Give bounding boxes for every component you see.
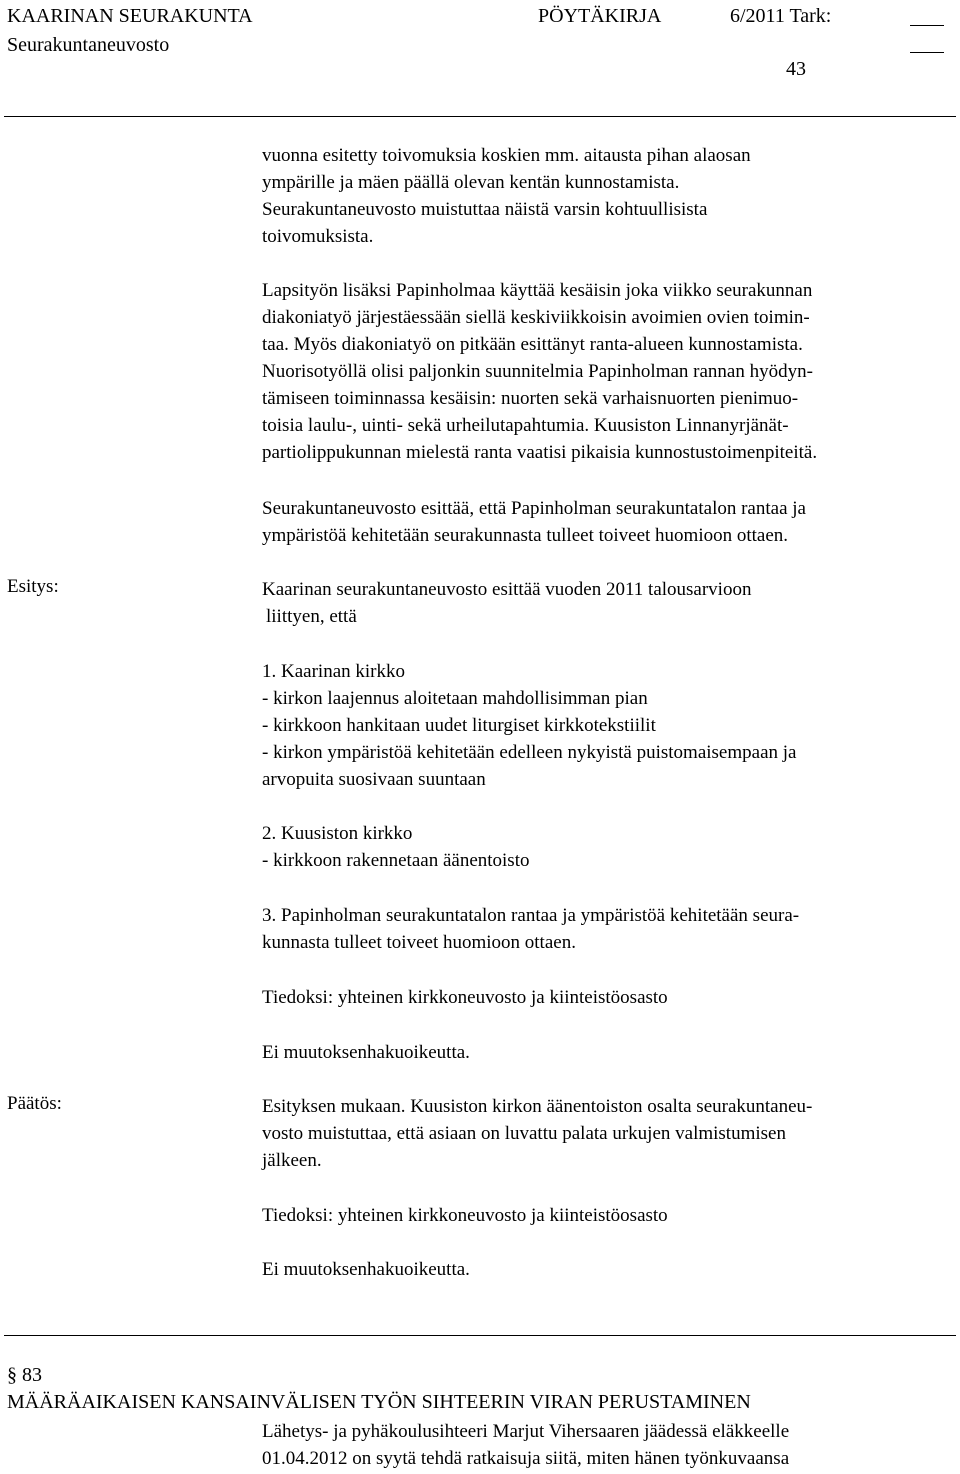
text-line: Nuorisotyöllä olisi paljonkin suunnitelmia Papinholman rannan hyödyn- — [262, 361, 813, 382]
text-line: Ei muutoksenhakuoikeutta. — [262, 1259, 470, 1280]
header-issue: 6/2011 Tark: — [730, 5, 832, 27]
text-line: kunnasta tulleet toiveet huomioon ottaen. — [262, 932, 576, 953]
text-line: Seurakuntaneuvosto muistuttaa näistä varsin kohtuullisista — [262, 199, 708, 220]
text-line: diakoniatyö järjestäessään siellä keskiviikkoisin avoimien ovien toimin- — [262, 307, 810, 328]
paragraph-3 — [262, 495, 952, 549]
esitys-ei-muutos — [262, 1039, 952, 1066]
header-org: KAARINAN SEURAKUNTA — [7, 5, 253, 27]
text-line: - kirkkoon hankitaan uudet liturgiset kirkkotekstiilit — [262, 715, 656, 736]
text-line: 3. Papinholman seurakuntatalon rantaa ja ympäristöä kehitetään seura- — [262, 905, 800, 926]
header-blank-1 — [910, 7, 944, 32]
paragraph-1 — [262, 142, 952, 250]
esitys-intro — [262, 576, 952, 630]
header-doc-type: PÖYTÄKIRJA — [538, 5, 662, 27]
header-divider — [4, 116, 956, 117]
text-line: Lapsityön lisäksi Papinholmaa käyttää kesäisin joka viikko seurakunnan — [262, 280, 813, 301]
text-line: jälkeen. — [262, 1150, 322, 1171]
text-line: Lähetys- ja pyhäkoulusihteeri Marjut Vihersaaren jäädessä eläkkeelle — [262, 1421, 790, 1442]
text-line: Tiedoksi: yhteinen kirkkoneuvosto ja kiinteistöosasto — [262, 987, 668, 1008]
text-line: partiolippukunnan mielestä ranta vaatisi pikaisia kunnostustoimenpiteitä. — [262, 442, 818, 463]
text-line: toivomuksista. — [262, 226, 374, 247]
paatos-tiedoksi — [262, 1202, 952, 1229]
text-line: Kaarinan seurakuntaneuvosto esittää vuoden 2011 talousarvioon — [262, 579, 752, 600]
page-number: 43 — [786, 58, 806, 80]
text-line: Seurakuntaneuvosto esittää, että Papinholman seurakuntatalon rantaa ja — [262, 498, 806, 519]
text-line: ympärille ja mäen päällä olevan kentän kunnostamista. — [262, 172, 680, 193]
text-line: ympäristöä kehitetään seurakunnasta tulleet toiveet huomioon ottaen. — [262, 525, 789, 546]
text-line: - kirkkoon rakennetaan äänentoisto — [262, 850, 530, 871]
text-line: vuonna esitetty toivomuksia koskien mm. aitausta pihan alaosan — [262, 145, 751, 166]
text-line: - kirkon laajennus aloitetaan mahdollisimman pian — [262, 688, 648, 709]
header-body-name: Seurakuntaneuvosto — [7, 34, 170, 56]
text-line: vosto muistuttaa, että asiaan on luvattu palata urkujen valmistumisen — [262, 1123, 786, 1144]
text-line: taa. Myös diakoniatyö on pitkään esittänyt ranta-alueen kunnostamista. — [262, 334, 803, 355]
text-line: 01.04.2012 on syytä tehdä ratkaisuja siitä, miten hänen työnkuvaansa — [262, 1448, 790, 1469]
text-line: 2. Kuusiston kirkko — [262, 823, 413, 844]
paatos-ei-muutos — [262, 1256, 952, 1283]
esitys-label: Esitys: — [7, 576, 59, 597]
text-line: Esityksen mukaan. Kuusiston kirkon äänentoiston osalta seurakuntaneu- — [262, 1096, 813, 1117]
text-line: tämiseen toiminnassa kesäisin: nuorten sekä varhaisnuorten pienimuo- — [262, 388, 799, 409]
esitys-item-2 — [262, 820, 952, 874]
section-number: § 83 — [7, 1364, 42, 1386]
paatos-label: Päätös: — [7, 1093, 62, 1114]
section-divider — [4, 1335, 956, 1336]
text-line: liittyen, että — [266, 606, 357, 627]
text-line: toisia laulu-, uinti- sekä urheilutapahtumia. Kuusiston Linnanyrjänät- — [262, 415, 789, 436]
esitys-item-1 — [262, 658, 952, 793]
header-blank-2 — [910, 34, 944, 59]
text-line: Ei muutoksenhakuoikeutta. — [262, 1042, 470, 1063]
esitys-tiedoksi — [262, 984, 952, 1011]
text-line: 1. Kaarinan kirkko — [262, 661, 405, 682]
text-line: - kirkon ympäristöä kehitetään edelleen nykyistä puistomaisempaan ja — [262, 742, 797, 763]
paragraph-2 — [262, 277, 952, 466]
text-line: Tiedoksi: yhteinen kirkkoneuvosto ja kiinteistöosasto — [262, 1205, 668, 1226]
section-title: MÄÄRÄAIKAISEN KANSAINVÄLISEN TYÖN SIHTEERIN VIRAN PERUSTAMINEN — [7, 1391, 751, 1413]
paatos-text — [262, 1093, 952, 1174]
text-line: arvopuita suosivaan suuntaan — [262, 769, 486, 790]
section-text — [262, 1418, 952, 1472]
esitys-item-3 — [262, 902, 952, 956]
